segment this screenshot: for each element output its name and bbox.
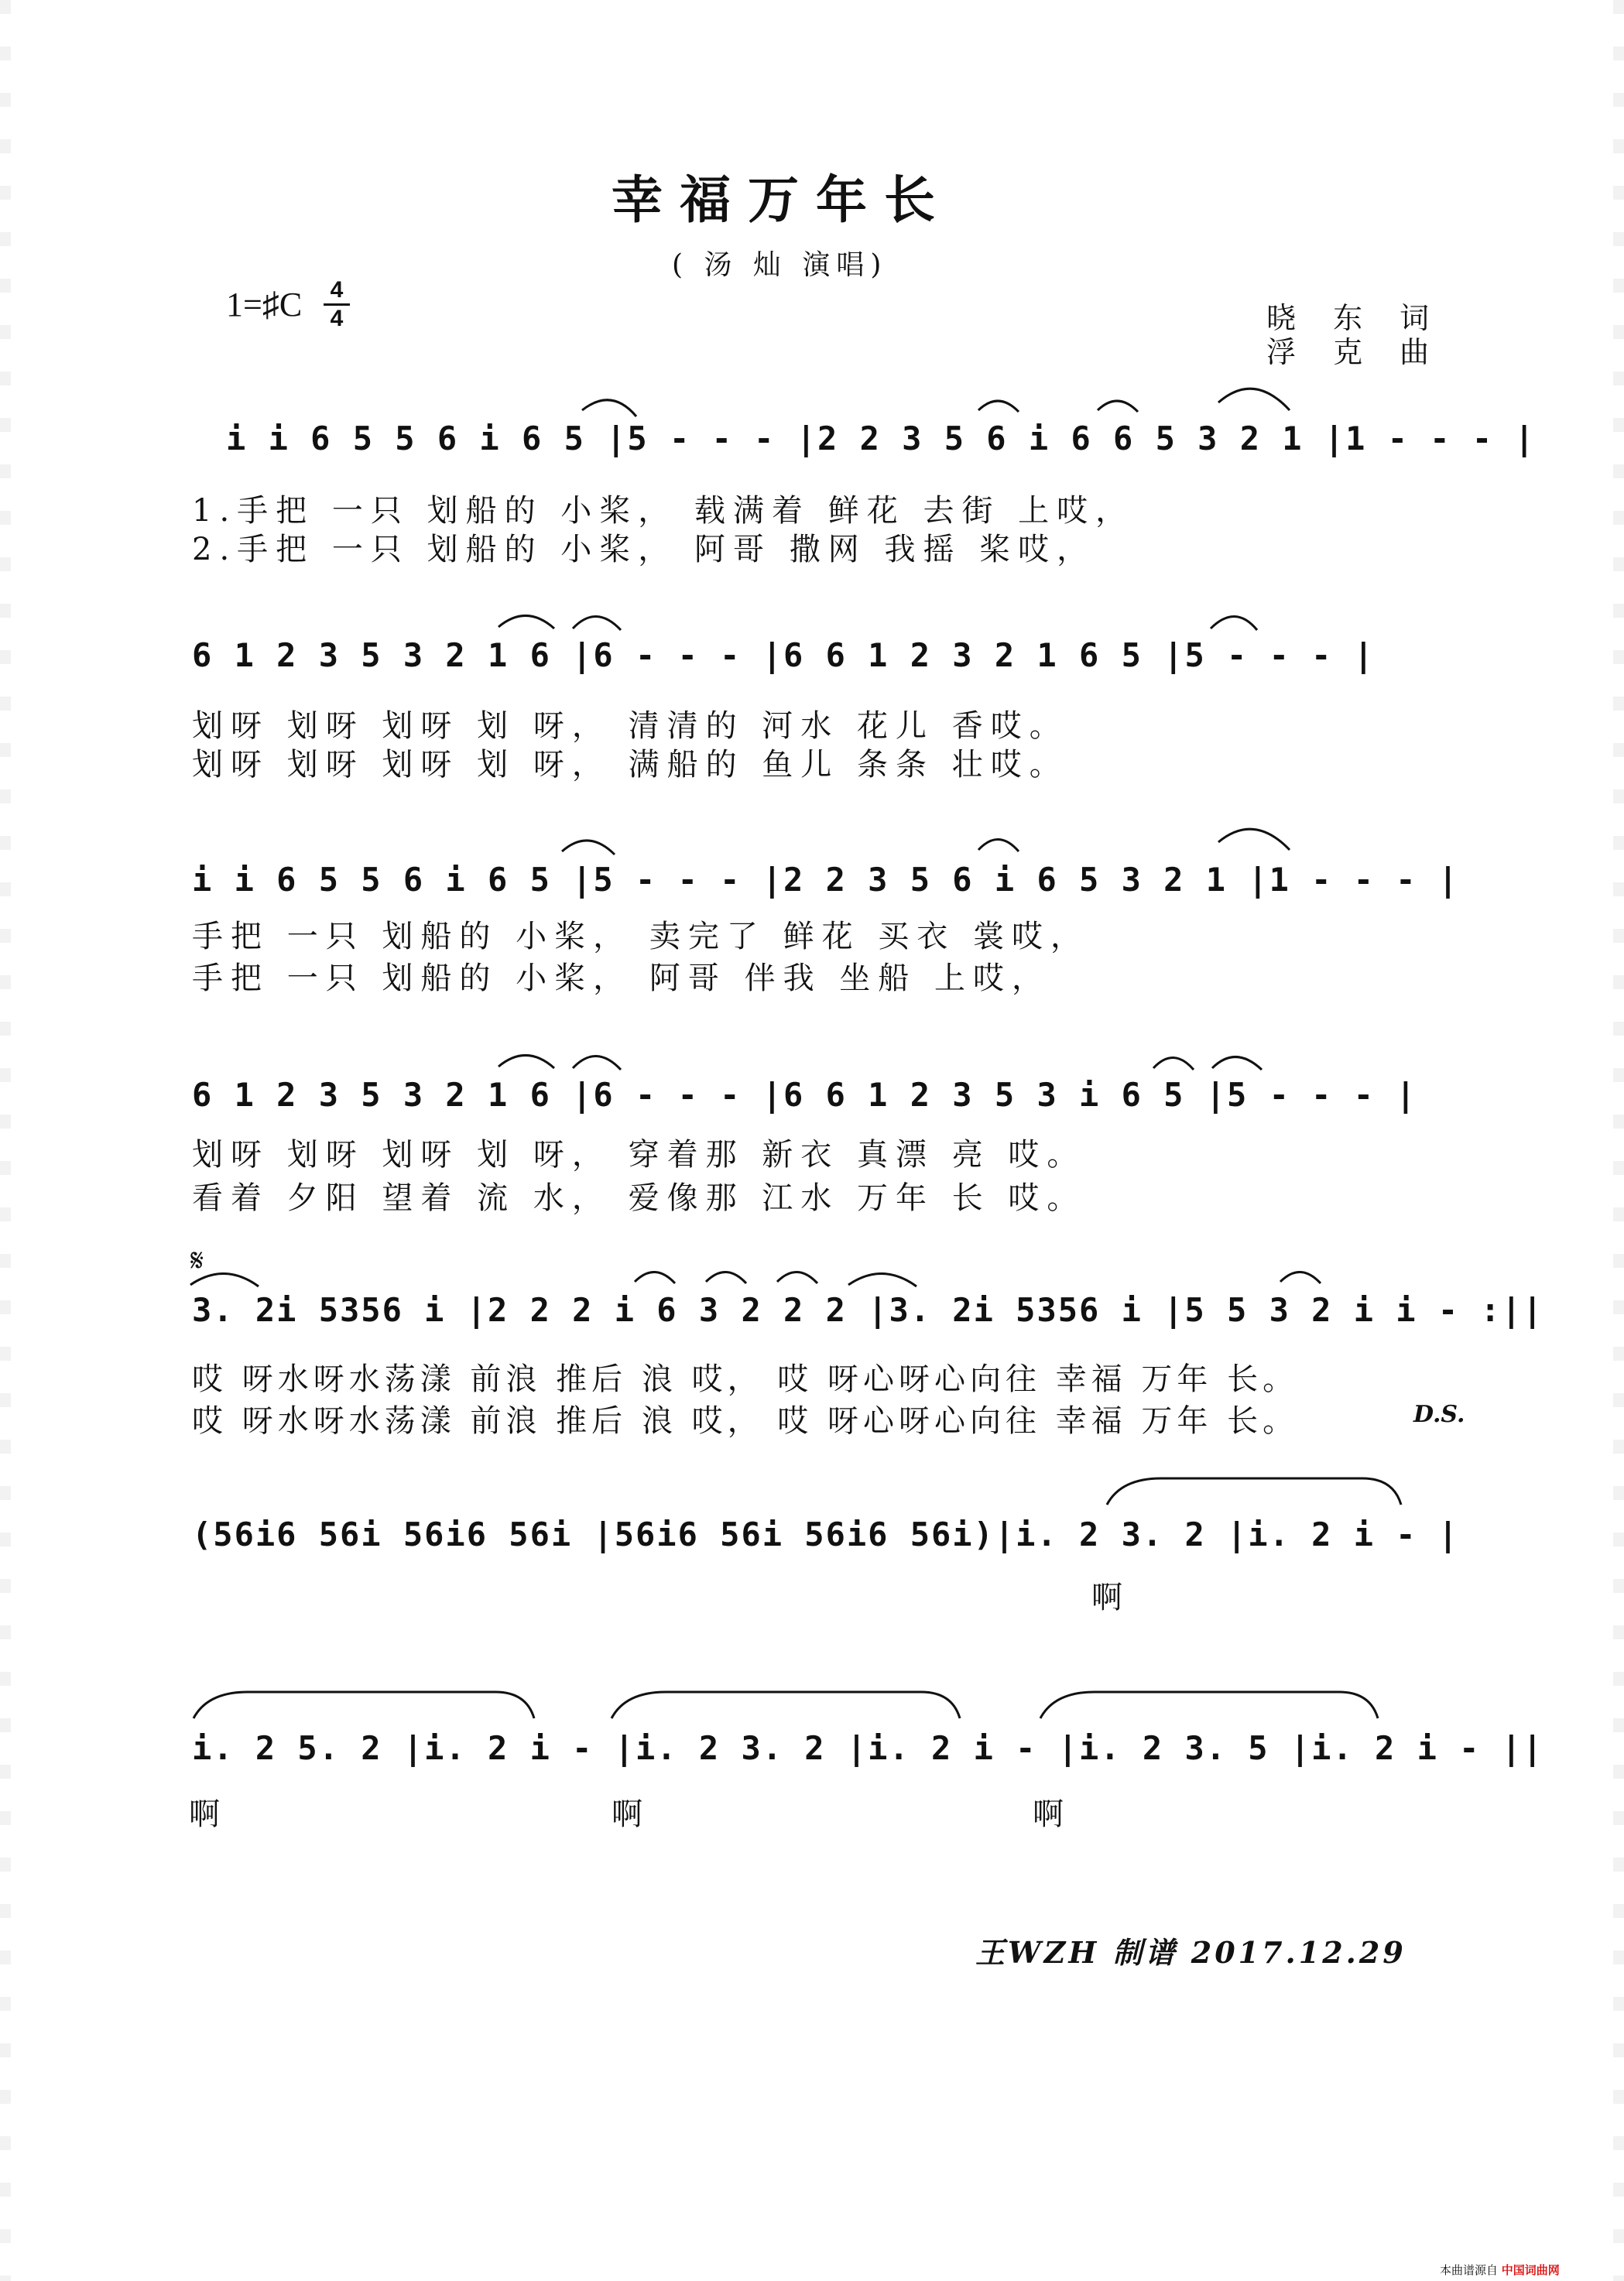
- performer-subtitle: ( 汤 灿 演唱): [672, 249, 888, 281]
- tie-line3-c: [1218, 829, 1290, 850]
- tie-line5-a: [190, 1273, 259, 1286]
- lyric-line-1-verse-2: 2.手把 一只 划船的 小桨， 阿哥 撒网 我摇 桨哎，: [192, 532, 1096, 567]
- lyric-line-4-verse-1: 划呀 划呀 划呀 划 呀， 穿着那 新衣 真漂 亮 哎。: [192, 1137, 1086, 1173]
- dal-segno-marker: D.S.: [1413, 1401, 1465, 1428]
- tie-line5-c: [706, 1272, 746, 1283]
- source-note: [1440, 2262, 1560, 2278]
- time-signature-bottom: 4: [330, 306, 344, 331]
- segno-sign: 𝄋: [190, 1243, 204, 1279]
- key-signature: 1=♯C: [226, 286, 303, 324]
- lyric-line-5-verse-2: 哎 呀水呀水荡漾 前浪 推后 浪 哎， 哎 呀心呀心向往 幸福 万年 长。: [192, 1403, 1299, 1439]
- tie-line7-phrase-2: [612, 1692, 960, 1718]
- notation-line-4: 6 1 2 3 5 3 2 1 6 |6 - - - |6 6 1 2 3 5 3 i 6 5 |5 - - - |: [192, 1076, 1417, 1114]
- tie-line3-b: [978, 839, 1019, 851]
- lyric-line-2-verse-1: 划呀 划呀 划呀 划 呀， 清清的 河水 花儿 香哎。: [192, 708, 1068, 744]
- tie-line1-a: [582, 400, 636, 416]
- lyric-line-2-verse-2: 划呀 划呀 划呀 划 呀， 满船的 鱼儿 条条 壮哎。: [192, 747, 1068, 783]
- source-site-link[interactable]: 中国词曲网: [1501, 2263, 1560, 2277]
- notation-line-6: (56i6 56i 56i6 56i |56i6 56i 56i6 56i)|i. 2 3. 2 |i. 2 i - |: [192, 1516, 1460, 1553]
- tie-line7-phrase-1: [194, 1692, 534, 1718]
- notation-line-3: i i 6 5 5 6 i 6 5 |5 - - - |2 2 3 5 6 i 6 5 3 2 1 |1 - - - |: [192, 861, 1460, 899]
- tie-line1-c: [1098, 401, 1138, 412]
- tie-line3-a: [562, 841, 615, 855]
- notation-line-7: i. 2 5. 2 |i. 2 i - |i. 2 3. 2 |i. 2 i - |i. 2 3. 5 |i. 2 i - ||: [192, 1729, 1544, 1767]
- song-title: 幸福万年长: [612, 170, 952, 230]
- tie-line4-c: [1153, 1057, 1194, 1070]
- tie-line1-d: [1218, 389, 1290, 410]
- lyric-line-7-vocalise-2: 啊: [612, 1796, 650, 1832]
- notation-line-2: 6 1 2 3 5 3 2 1 6 |6 - - - |6 6 1 2 3 2 1 6 5 |5 - - - |: [192, 636, 1376, 674]
- notation-line-5: 3. 2i 5356 i |2 2 2 i 6 3 2 2 2 |3. 2i 5356 i |5 5 3 2 i i - :||: [192, 1291, 1544, 1329]
- tie-line7-phrase-3: [1040, 1692, 1378, 1718]
- tie-line5-b: [635, 1272, 675, 1283]
- lyric-line-6-vocalise: 啊: [1091, 1580, 1130, 1615]
- tie-line1-b: [978, 401, 1019, 412]
- source-prefix: 本曲谱源自: [1440, 2263, 1499, 2277]
- lyric-line-5-verse-1: 哎 呀水呀水荡漾 前浪 推后 浪 哎， 哎 呀心呀心向往 幸福 万年 长。: [192, 1361, 1299, 1397]
- lyric-line-3-verse-2: 手把 一只 划船的 小桨， 阿哥 伴我 坐船 上哎，: [192, 961, 1051, 996]
- tie-line6-phrase: [1107, 1478, 1401, 1505]
- time-signature-top: 4: [330, 277, 344, 303]
- lyric-line-7-vocalise-1: 啊: [189, 1796, 228, 1832]
- composer-credit: 浮 克 曲: [1266, 335, 1444, 369]
- tie-line2-a: [499, 615, 554, 628]
- tie-line5-e: [848, 1273, 916, 1286]
- tie-line4-a: [499, 1055, 554, 1068]
- lyric-line-1-verse-1: 1.手把 一只 划船的 小桨， 载满着 鲜花 去街 上哎，: [192, 493, 1135, 529]
- tie-line2-c: [1211, 616, 1257, 630]
- lyric-line-7-vocalise-3: 啊: [1033, 1796, 1071, 1832]
- lyricist-credit: 晓 东 词: [1266, 301, 1444, 335]
- tie-line4-d: [1212, 1057, 1262, 1070]
- transcriber-credit: 王WZH 制谱 2017.12.29: [975, 1935, 1406, 1970]
- tie-line4-b: [573, 1056, 621, 1070]
- tie-line5-d: [777, 1272, 817, 1283]
- notation-line-1: i i 6 5 5 6 i 6 5 |5 - - - |2 2 3 5 6 i 6 6 5 3 2 1 |1 - - - |: [226, 420, 1536, 457]
- lyric-line-3-verse-1: 手把 一只 划船的 小桨， 卖完了 鲜花 买衣 裳哎，: [192, 919, 1090, 954]
- tie-line5-f: [1280, 1272, 1321, 1283]
- lyric-line-4-verse-2: 看着 夕阳 望着 流 水， 爱像那 江水 万年 长 哎。: [192, 1180, 1086, 1216]
- tie-line2-b: [573, 616, 621, 630]
